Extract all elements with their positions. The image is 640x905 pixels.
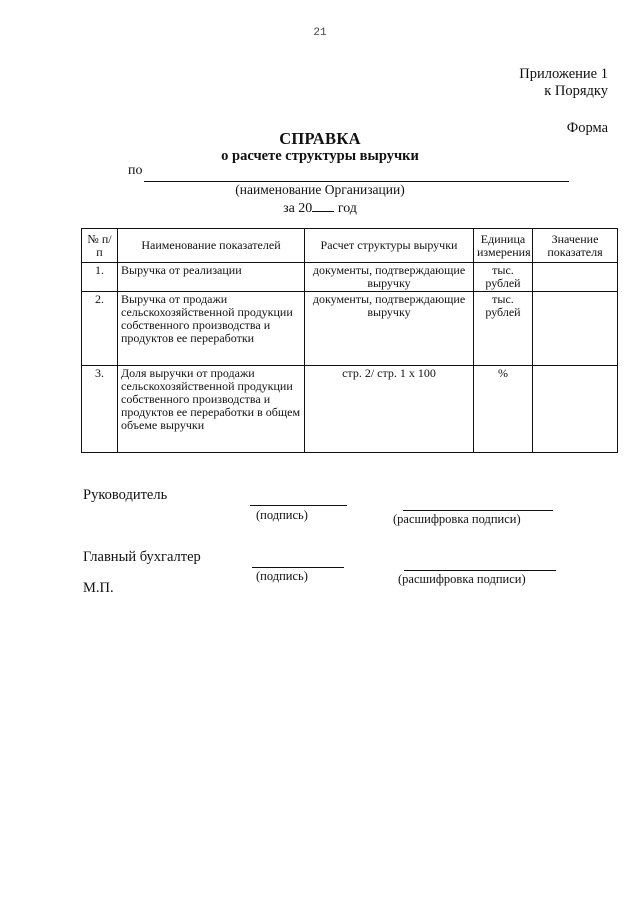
table-row xyxy=(82,263,618,292)
head-decoding-line[interactable] xyxy=(403,510,553,511)
revenue-structure-table xyxy=(81,228,618,453)
header-calc: Расчет структуры выручки xyxy=(305,229,474,263)
year-prefix: за 20 xyxy=(283,201,313,216)
year-blank xyxy=(312,199,334,212)
table-row xyxy=(82,366,618,453)
row-name: Выручка от продажи сельскохозяйственной продукции собственного производства и продуктов ее переработки xyxy=(118,292,305,366)
row-value[interactable] xyxy=(533,366,618,453)
organization-hint: (наименование Организации) xyxy=(235,182,405,197)
accountant-label: Главный бухгалтер xyxy=(83,549,201,565)
form-label: Форма xyxy=(566,120,608,136)
row-num: 1. xyxy=(82,263,118,292)
document-title: СПРАВКА xyxy=(279,129,361,148)
header-unit: Единица измерения xyxy=(474,229,533,263)
accountant-decoding-hint: (расшифровка подписи) xyxy=(398,572,526,586)
head-label: Руководитель xyxy=(83,487,168,503)
row-name: Доля выручки от продажи сельскохозяйственной продукции собственного производства и продуктов ее переработки в общем объеме выручки xyxy=(118,366,305,453)
row-num: 3. xyxy=(82,366,118,453)
organization-prefix: по xyxy=(128,163,143,178)
row-name: Выручка от реализации xyxy=(118,263,305,292)
row-unit: тыс. рублей xyxy=(474,292,533,366)
appendix-line-1: Приложение 1 xyxy=(519,66,608,82)
row-unit: тыс. рублей xyxy=(474,263,533,292)
header-value: Значение показателя xyxy=(533,229,618,263)
header-num: № п/п xyxy=(82,229,118,263)
row-unit: % xyxy=(474,366,533,453)
table-header-row xyxy=(82,229,618,263)
row-value[interactable] xyxy=(533,292,618,366)
accountant-signature-hint: (подпись) xyxy=(256,569,308,583)
row-calc: стр. 2/ стр. 1 x 100 xyxy=(305,366,474,453)
report-year xyxy=(0,199,640,217)
accountant-decoding-line[interactable] xyxy=(404,570,556,571)
table-row xyxy=(82,292,618,366)
row-calc: документы, подтверждающие выручку xyxy=(305,292,474,366)
page-number: 21 xyxy=(313,27,327,39)
head-decoding-hint: (расшифровка подписи) xyxy=(393,512,521,526)
year-suffix: год xyxy=(337,201,357,216)
row-calc: документы, подтверждающие выручку xyxy=(305,263,474,292)
document-subtitle: о расчете структуры выручки xyxy=(221,148,419,164)
header-name: Наименование показателей xyxy=(118,229,305,263)
appendix-reference xyxy=(519,66,608,100)
head-signature-hint: (подпись) xyxy=(256,508,308,522)
stamp-place: М.П. xyxy=(83,580,114,596)
row-num: 2. xyxy=(82,292,118,366)
appendix-line-2: к Порядку xyxy=(544,83,608,99)
accountant-signature-line[interactable] xyxy=(252,567,344,568)
row-value[interactable] xyxy=(533,263,618,292)
head-signature-line[interactable] xyxy=(250,505,347,506)
